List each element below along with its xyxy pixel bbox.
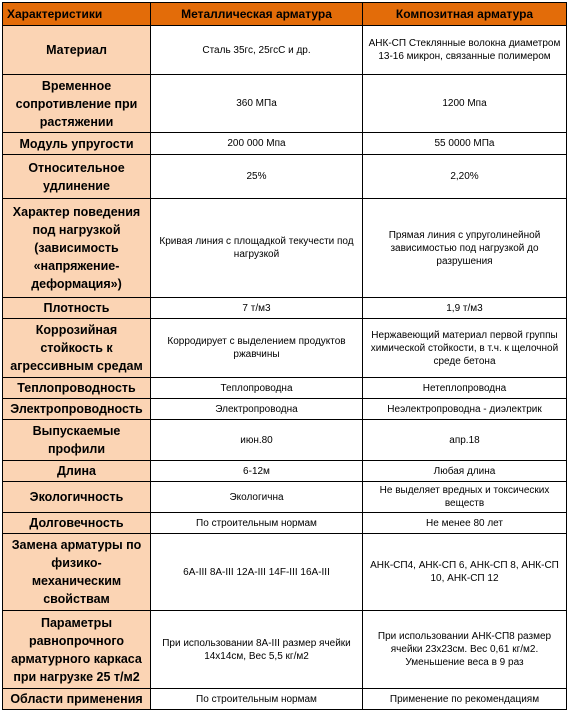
metal-value: При использовании 8А-III размер ячейки 14х14см, Вес 5,5 кг/м2 [151,611,363,689]
header-composite-rebar: Композитная арматура [363,3,567,26]
composite-value: Не менее 80 лет [363,513,567,534]
metal-value: Экологична [151,482,363,513]
metal-value: 7 т/м3 [151,298,363,319]
table-row [3,689,567,710]
row-label: Временное сопротивление при растяжении [3,75,151,133]
row-label: Характер поведения под нагрузкой (зависимость «напряжение-деформация») [3,199,151,298]
table-row [3,482,567,513]
composite-value: При использовании АНК-СП8 размер ячейки 23х23см. Вес 0,61 кг/м2. Уменьшение веса в 9 раз [363,611,567,689]
row-label: Замена арматуры по физико-механическим свойствам [3,534,151,611]
table-row [3,461,567,482]
table-row [3,420,567,461]
composite-value: Применение по рекомендациям [363,689,567,710]
table-row [3,378,567,399]
table-row [3,399,567,420]
table-row [3,513,567,534]
metal-value: Электропроводна [151,399,363,420]
metal-value: Кривая линия с площадкой текучести под нагрузкой [151,199,363,298]
table-row [3,133,567,155]
header-row [3,3,567,26]
table-row [3,611,567,689]
metal-value: 6А-III 8А-III 12А-III 14F-III 16А-III [151,534,363,611]
composite-value: апр.18 [363,420,567,461]
table-body [3,26,567,710]
metal-value: 200 000 Мпа [151,133,363,155]
table-header [3,3,567,26]
metal-value: По строительным нормам [151,689,363,710]
metal-value: По строительным нормам [151,513,363,534]
comparison-table [2,2,567,710]
row-label: Параметры равнопрочного арматурного каркаса при нагрузке 25 т/м2 [3,611,151,689]
table-row [3,155,567,199]
composite-value: Не выделяет вредных и токсических веществ [363,482,567,513]
composite-value: 1200 Мпа [363,75,567,133]
metal-value: Сталь 35гс, 25гсС и др. [151,26,363,75]
composite-value: Любая длина [363,461,567,482]
row-label: Коррозийная стойкость к агрессивным средам [3,319,151,378]
composite-value: АНК-СП4, АНК-СП 6, АНК-СП 8, АНК-СП 10, АНК-СП 12 [363,534,567,611]
composite-value: Неэлектропроводна - диэлектрик [363,399,567,420]
table-row [3,534,567,611]
table-row [3,26,567,75]
composite-value: АНК-СП Стеклянные волокна диаметром 13-16 микрон, связанные полимером [363,26,567,75]
row-label: Относительное удлинение [3,155,151,199]
row-label: Выпускаемые профили [3,420,151,461]
composite-value: 55 0000 МПа [363,133,567,155]
composite-value: Нержавеющий материал первой группы химической стойкости, в т.ч. к щелочной среде бетона [363,319,567,378]
composite-value: 1,9 т/м3 [363,298,567,319]
row-label: Электропроводность [3,399,151,420]
metal-value: 6-12м [151,461,363,482]
metal-value: 360 МПа [151,75,363,133]
table-row [3,199,567,298]
table-row [3,298,567,319]
row-label: Модуль упругости [3,133,151,155]
metal-value: Корродирует с выделением продуктов ржавчины [151,319,363,378]
row-label: Области применения [3,689,151,710]
row-label: Плотность [3,298,151,319]
table-row [3,75,567,133]
composite-value: Прямая линия с упруголинейной зависимостью под нагрузкой до разрушения [363,199,567,298]
metal-value: июн.80 [151,420,363,461]
metal-value: Теплопроводна [151,378,363,399]
row-label: Материал [3,26,151,75]
row-label: Длина [3,461,151,482]
composite-value: 2,20% [363,155,567,199]
row-label: Экологичность [3,482,151,513]
header-characteristics: Характеристики [3,3,151,26]
header-metal-rebar: Металлическая арматура [151,3,363,26]
composite-value: Нетеплопроводна [363,378,567,399]
table-row [3,319,567,378]
row-label: Теплопроводность [3,378,151,399]
row-label: Долговечность [3,513,151,534]
metal-value: 25% [151,155,363,199]
